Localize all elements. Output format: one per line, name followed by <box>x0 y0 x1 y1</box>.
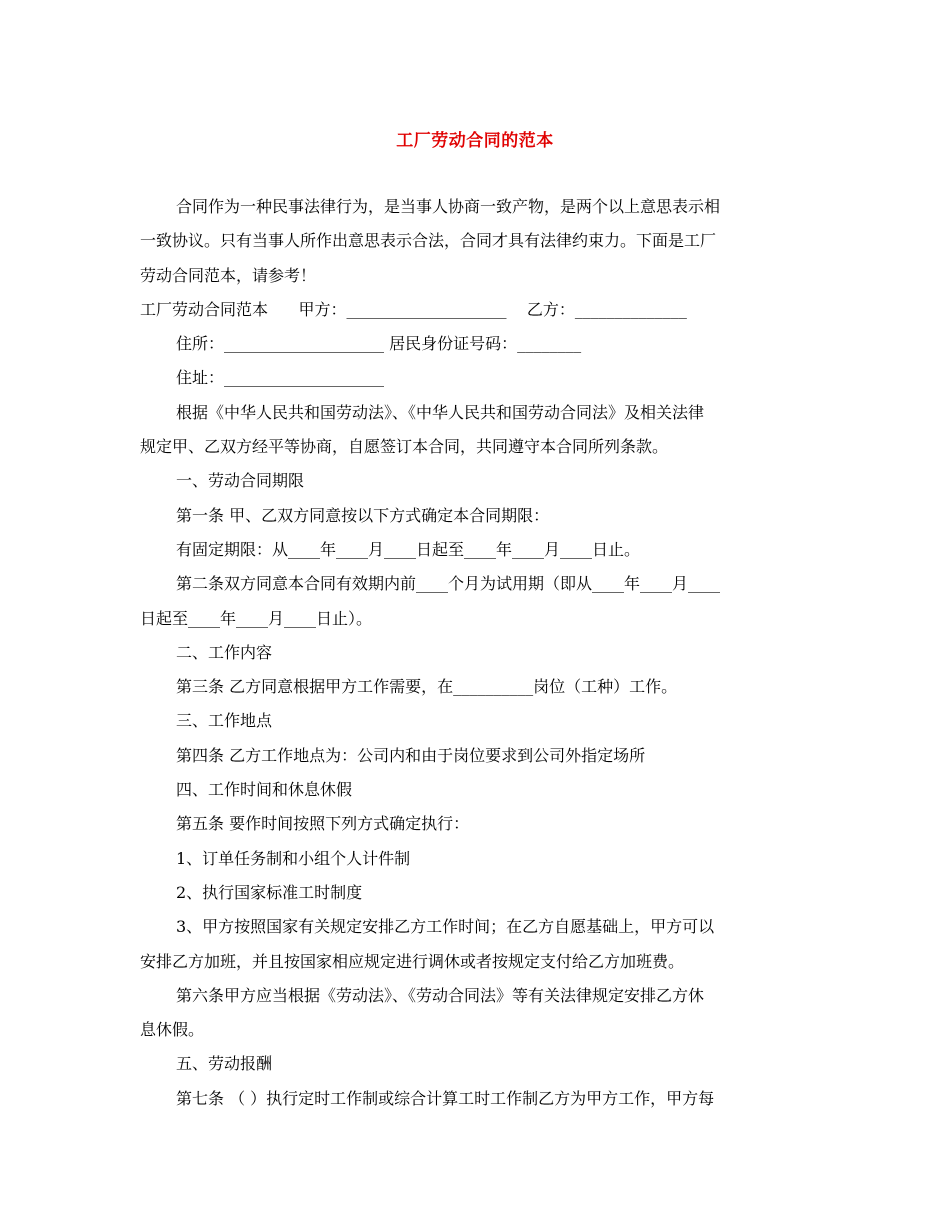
document-body <box>140 190 816 1116</box>
paragraph-line: 四、工作时间和休息休假 <box>176 780 353 800</box>
paragraph-line: 第五条 要作时间按照下列方式确定执行： <box>176 814 470 834</box>
paragraph-line: 一致协议。只有当事人所作出意思表示合法，合同才具有法律约束力。下面是工厂 <box>140 231 717 251</box>
paragraph-line: 安排乙方加班，并且按国家相应规定进行调休或者按规定支付给乙方加班费。 <box>140 951 685 971</box>
paragraph-line: 第一条 甲、乙双方同意按以下方式确定本合同期限： <box>176 505 550 525</box>
paragraph-line: 第二条双方同意本合同有效期内前____个月为试用期（即从____年____月____ <box>176 574 721 594</box>
paragraph-line: 规定甲、乙双方经平等协商，自愿签订本合同，共同遵守本合同所列条款。 <box>140 437 669 457</box>
paragraph-line: 住所：____________________ 居民身份证号码：________ <box>176 334 582 354</box>
paragraph-line: 住址：____________________ <box>176 368 385 388</box>
document-title: 工厂劳动合同的范本 <box>396 131 554 151</box>
paragraph-line: 第三条 乙方同意根据甲方工作需要，在__________岗位（工种）工作。 <box>176 677 678 697</box>
paragraph-line: 一、劳动合同期限 <box>176 471 305 491</box>
paragraph-line: 二、工作内容 <box>176 642 273 662</box>
paragraph-line: 劳动合同范本，请参考！ <box>140 265 317 285</box>
paragraph-line: 合同作为一种民事法律行为，是当事人协商一致产物，是两个以上意思表示相 <box>176 197 721 216</box>
paragraph-line: 根据《中华人民共和国劳动法》、《中华人民共和国劳动合同法》及相关法律 <box>176 402 705 422</box>
paragraph-line: 有固定期限：从____年____月____日起至____年____月____日止。 <box>176 539 641 559</box>
paragraph-line: 五、劳动报酬 <box>176 1054 273 1074</box>
paragraph-line: 第七条 （ ）执行定时工作制或综合计算工时工作制乙方为甲方工作，甲方每 <box>176 1088 715 1108</box>
paragraph-line: 1、订单任务制和小组个人计件制 <box>176 848 411 868</box>
paragraph-line: 第四条 乙方工作地点为：公司内和由于岗位要求到公司外指定场所 <box>176 745 646 765</box>
paragraph-line: 息休假。 <box>140 1020 205 1040</box>
paragraph-line: 三、工作地点 <box>176 711 273 731</box>
paragraph-line: 3、甲方按照国家有关规定安排乙方工作时间；在乙方自愿基础上，甲方可以 <box>176 917 715 937</box>
paragraph-line: 第六条甲方应当根据《劳动法》、《劳动合同法》等有关法律规定安排乙方休 <box>176 985 705 1005</box>
paragraph-line: 工厂劳动合同范本 甲方：____________________ 乙方：______________ <box>140 299 687 319</box>
paragraph-line: 2、执行国家标准工时制度 <box>176 882 363 902</box>
paragraph-line: 日起至____年____月____日止）。 <box>140 608 373 628</box>
